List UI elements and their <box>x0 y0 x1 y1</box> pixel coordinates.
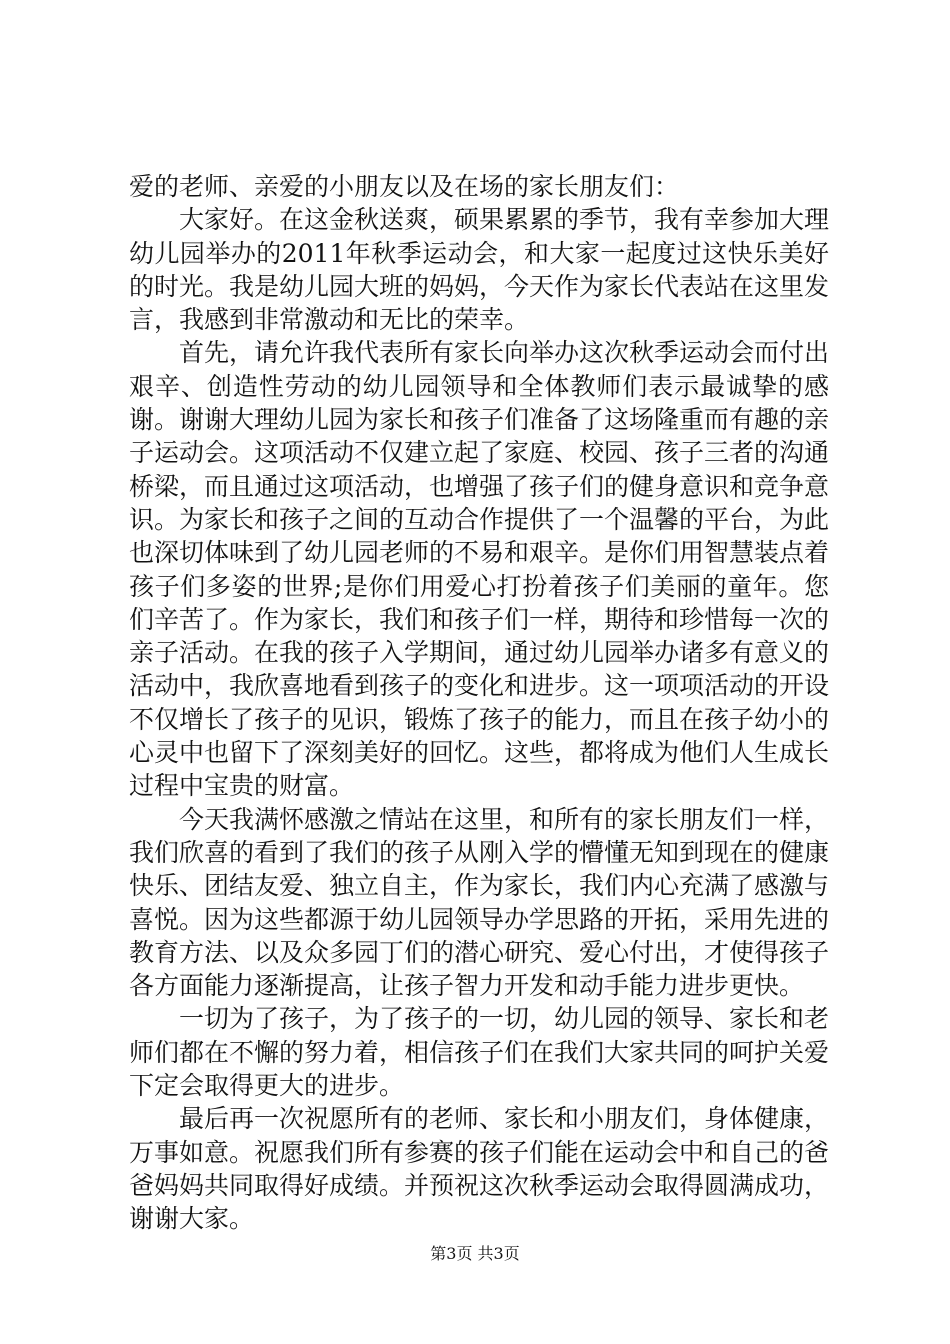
salutation: 爱的老师、亲爱的小朋友以及在场的家长朋友们： <box>129 172 680 201</box>
paragraph-4: 一切为了孩子，为了孩子的一切，幼儿园的领导、家长和老师们都在不懈的努力着，相信孩子们在我们大家共同的呵护关爱下定会取得更大的进步。 <box>129 1004 830 1101</box>
paragraph-2: 首先，请允许我代表所有家长向举办这次秋季运动会而付出艰辛、创造性劳动的幼儿园领导和全体教师们表示最诚挚的感谢。谢谢大理幼儿园为家长和孩子们准备了这场隆重而有趣的亲子运动会。这项活动不仅建立起了家庭、校园、孩子三者的沟通桥梁，而且通过这项活动，也增强了孩子们的健身意识和竞争意识。为家长和孩子之间的互动合作提供了一个温馨的平台，为此也深切体味到了幼儿园老师的不易和艰辛。是你们用智慧装点着孩子们多姿的世界;是你们用爱心打扮着孩子们美丽的童年。您们辛苦了。作为家长，我们和孩子们一样，期待和珍惜每一次的亲子活动。在我的孩子入学期间，通过幼儿园举办诸多有意义的活动中，我欣喜地看到孩子的变化和进步。这一项项活动的开设不仅增长了孩子的见识，锻炼了孩子的能力，而且在孩子幼小的心灵中也留下了深刻美好的回忆。这些，都将成为他们人生成长过程中宝贵的财富。 <box>129 338 830 801</box>
paragraph-3: 今天我满怀感激之情站在这里，和所有的家长朋友们一样，我们欣喜的看到了我们的孩子从刚入学的懵懂无知到现在的健康快乐、团结友爱、独立自主，作为家长，我们内心充满了感激与喜悦。因为这些都源于幼儿园领导办学思路的开拓，采用先进的教育方法、以及众多园丁们的潜心研究、爱心付出，才使得孩子各方面能力逐渐提高，让孩子智力开发和动手能力进步更快。 <box>129 804 830 1001</box>
document-body <box>129 170 829 1236</box>
page-footer <box>0 1244 950 1264</box>
paragraph-1: 大家好。在这金秋送爽，硕果累累的季节，我有幸参加大理幼儿园举办的2011年秋季运动会，和大家一起度过这快乐美好的时光。我是幼儿园大班的妈妈，今天作为家长代表站在这里发言，我感到非常激动和无比的荣幸。 <box>129 205 830 335</box>
page-number: 第3页 共3页 <box>430 1244 520 1263</box>
paragraph-5: 最后再一次祝愿所有的老师、家长和小朋友们，身体健康，万事如意。祝愿我们所有参赛的孩子们能在运动会中和自己的爸爸妈妈共同取得好成绩。并预祝这次秋季运动会取得圆满成功，谢谢大家。 <box>129 1104 830 1234</box>
